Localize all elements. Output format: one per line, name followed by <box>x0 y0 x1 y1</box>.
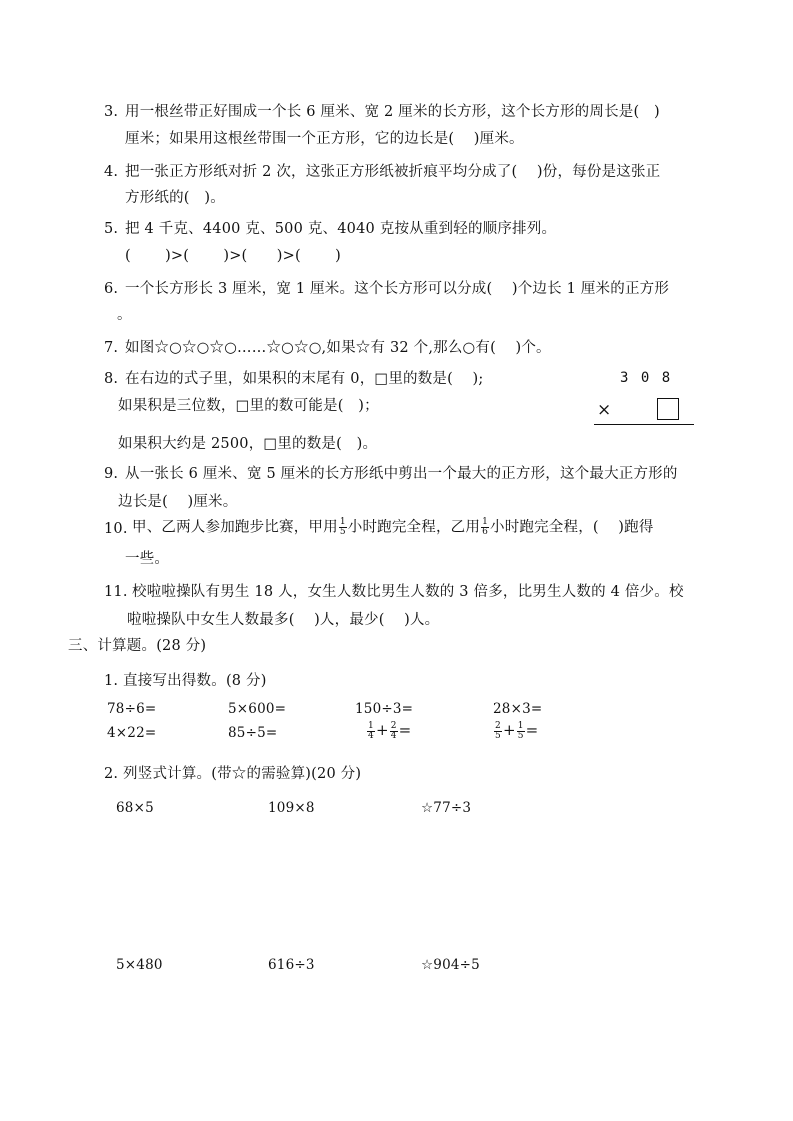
calc-85-div-5: 85÷5= <box>228 725 278 741</box>
q6-line1: 一个长方形长 3 厘米，宽 1 厘米。这个长方形可以分成( )个边长 1 厘米的正方形 <box>125 281 670 297</box>
q9-number: 9. <box>104 466 119 482</box>
q7-number: 7. <box>104 340 119 356</box>
q3-line1: 用一根丝带正好围成一个长 6 厘米、宽 2 厘米的长方形，这个长方形的周长是( ) <box>125 104 660 120</box>
q5-line1: 把 4 千克、4400 克、500 克、4040 克按从重到轻的顺序排列。 <box>125 221 557 237</box>
calc-5-times-600: 5×600= <box>228 701 287 717</box>
q10-line1 <box>132 518 654 537</box>
q8-number: 8. <box>104 371 119 387</box>
frac-a-1-num: 1 <box>368 720 374 731</box>
frac-a-1-den: 4 <box>368 730 374 741</box>
q11-line2: 啦啦操队中女生人数最多( )人，最少( )人。 <box>127 612 440 628</box>
q8-multiplicand: 3 0 8 <box>620 370 673 386</box>
q10-text-part3: 小时跑完全程，( )跑得 <box>490 519 654 536</box>
frac-b-2 <box>517 722 525 741</box>
frac-a-1 <box>367 722 375 741</box>
calc-78-div-6: 78÷6= <box>107 701 157 717</box>
calc-fraction-sum-2 <box>493 721 538 741</box>
q4-line2: 方形纸的( )。 <box>125 190 225 206</box>
sub1-title: 1. 直接写出得数。(8 分) <box>104 673 267 689</box>
vertical-calc-109-times-8: 109×8 <box>268 800 315 816</box>
q8-times-sign: × <box>597 400 612 420</box>
section3-title: 三、计算题。(28 分) <box>68 638 207 654</box>
q11-number: 11. <box>104 584 128 600</box>
q10-frac1-numerator: 1 <box>339 517 346 527</box>
calc-4-times-22: 4×22= <box>107 725 157 741</box>
frac-a-2 <box>390 722 398 741</box>
q8-product-line <box>594 424 694 425</box>
calc-28-times-3: 28×3= <box>493 701 543 717</box>
frac-b-1-num: 2 <box>495 720 501 731</box>
q6-number: 6. <box>104 281 119 297</box>
frac-b-equals: = <box>525 721 539 739</box>
frac-b-1 <box>494 722 502 741</box>
q8-line3: 如果积大约是 2500，□里的数是( )。 <box>118 436 378 452</box>
q9-line1: 从一张长 6 厘米、宽 5 厘米的长方形纸中剪出一个最大的正方形，这个最大正方形的 <box>125 466 678 482</box>
vertical-calc-68-times-5: 68×5 <box>116 800 154 816</box>
calc-fraction-sum-1 <box>366 721 411 741</box>
frac-a-plus: + <box>375 721 389 739</box>
q10-frac1-denominator: 5 <box>339 527 346 537</box>
q4-number: 4. <box>104 164 119 180</box>
frac-a-2-num: 2 <box>390 720 397 731</box>
q8-blank-box <box>657 398 679 420</box>
q8-line2: 如果积是三位数，□里的数可能是( )； <box>118 398 379 414</box>
q10-number: 10. <box>104 521 128 537</box>
frac-b-plus: + <box>502 721 516 739</box>
q10-text-part1: 甲、乙两人参加跑步比赛，甲用 <box>132 519 338 536</box>
frac-b-1-den: 5 <box>495 730 501 741</box>
q10-fraction-jia <box>339 518 347 537</box>
q10-text-part2: 小时跑完全程，乙用 <box>347 519 481 536</box>
vertical-calc-5-times-480: 5×480 <box>116 957 163 973</box>
q10-line2: 一些。 <box>125 551 170 567</box>
q5-order-blanks: ( )>( )>( )>( ) <box>125 248 341 264</box>
sub2-title: 2. 列竖式计算。(带☆的需验算)(20 分) <box>104 766 362 782</box>
q4-line1: 把一张正方形纸对折 2 次，这张正方形纸被折痕平均分成了( )份，每份是这张正 <box>125 164 661 180</box>
q3-number: 3. <box>104 104 119 120</box>
calc-150-div-3: 150÷3= <box>355 701 414 717</box>
q9-line2: 边长是( )厘米。 <box>118 494 238 510</box>
q10-frac2-numerator: 1 <box>482 517 488 527</box>
vertical-calc-904-div-5: ☆904÷5 <box>421 957 480 973</box>
frac-b-2-den: 5 <box>517 730 524 741</box>
q6-line2: 。 <box>117 307 132 323</box>
q10-fraction-yi <box>481 518 489 537</box>
q5-number: 5. <box>104 221 119 237</box>
frac-a-equals: = <box>398 721 412 739</box>
q7-line1: 如图☆○☆○☆○……☆○☆○,如果☆有 32 个,那么○有( )个。 <box>125 340 551 356</box>
q8-line1: 在右边的式子里，如果积的末尾有 0，□里的数是( ); <box>125 371 484 387</box>
frac-a-2-den: 4 <box>390 730 397 741</box>
vertical-calc-77-div-3: ☆77÷3 <box>421 800 472 816</box>
q11-line1: 校啦啦操队有男生 18 人，女生人数比男生人数的 3 倍多，比男生人数的 4 倍少。校 <box>132 584 684 600</box>
vertical-calc-616-div-3: 616÷3 <box>268 957 315 973</box>
frac-b-2-num: 1 <box>517 720 524 731</box>
q3-line2: 厘米；如果用这根丝带围一个正方形，它的边长是( )厘米。 <box>125 131 524 147</box>
q10-frac2-denominator: 6 <box>482 527 488 537</box>
